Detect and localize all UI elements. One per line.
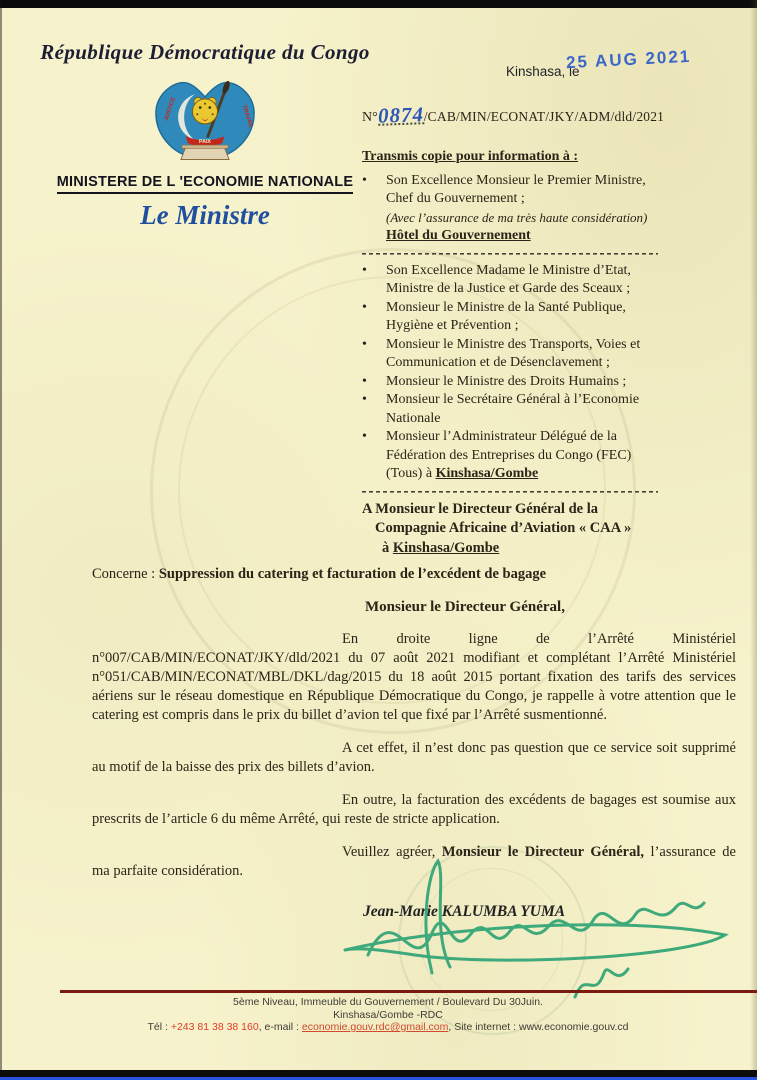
recipient-line: Monsieur l’Administrateur Délégué de la xyxy=(386,429,617,444)
body-paragraph-3: En outre, la facturation des excédents de bagages est soumise aux prescrits de l’article 6 du même Arrêté, qui reste de stricte application. xyxy=(92,792,736,827)
body-paragraph-1 xyxy=(92,630,736,725)
email-label: , e-mail : xyxy=(258,1021,302,1033)
addressee-line xyxy=(362,539,658,559)
recipient-line: Monsieur le Ministre des Transports, Voies et xyxy=(386,336,641,352)
bullet-icon: • xyxy=(362,429,367,444)
recipient-item xyxy=(362,428,658,447)
addressee-line: Compagnie Africaine d’Aviation « CAA » xyxy=(375,520,632,536)
decree-reference: n°051/CAB/MIN/ECONAT/MBL/DKL/dag/2015 xyxy=(92,669,382,685)
closing-title: Monsieur le Directeur Général, xyxy=(441,844,644,860)
recipient-item xyxy=(362,299,658,318)
site-value: www.economie.gouv.cd xyxy=(518,1021,629,1033)
scan-left-edge xyxy=(0,0,2,1080)
country-name: République Démocratique du Congo xyxy=(40,40,370,64)
recipient-note: (Avec l’assurance de ma très haute considération) xyxy=(386,209,648,225)
recipient-line: Fédération des Entreprises du Congo (FEC) xyxy=(386,447,632,463)
recipient-line: Nationale xyxy=(386,410,441,426)
recipient-line: Chef du Gouvernement ; xyxy=(386,191,525,206)
email-link: economie.gouv.rdc@gmail.com xyxy=(301,1021,449,1033)
reference-handwritten-number: 0874 xyxy=(377,102,425,128)
recipient-line: Son Excellence Monsieur le Premier Ministre, xyxy=(386,172,646,188)
recipient-item xyxy=(362,391,658,410)
recipient-line: Monsieur le Ministre de la Santé Publique, xyxy=(386,299,626,315)
dashed-separator xyxy=(362,252,658,255)
recipient-destination xyxy=(362,465,658,484)
motto-left: JUSTICE xyxy=(163,96,177,122)
recipient-line: Ministre de la Justice et Garde des Sceaux ; xyxy=(386,281,631,296)
bullet-icon: • xyxy=(362,299,367,315)
tel-label: Tél : xyxy=(147,1021,171,1033)
reference-number xyxy=(362,102,665,128)
transmission-heading: Transmis copie pour information à : xyxy=(362,149,579,164)
recipient-item xyxy=(362,172,658,191)
recipient-destination: Hôtel du Gouvernement xyxy=(386,228,531,243)
addressee-line: A Monsieur le Directeur Général de la xyxy=(362,500,598,517)
recipient-line: Monsieur le Ministre des Droits Humains ; xyxy=(386,373,627,389)
recipient-item xyxy=(362,262,658,281)
dateline-label: Kinshasa, le xyxy=(506,64,580,79)
body-text: En droite ligne de l’Arrêté Ministériel xyxy=(342,631,736,647)
drc-coat-of-arms-icon xyxy=(147,71,263,171)
motto-right: TRAVAIL xyxy=(240,104,254,130)
footer-contacts xyxy=(48,1021,728,1034)
transmission-block xyxy=(362,148,658,558)
bullet-icon: • xyxy=(362,373,367,389)
bullet-icon: • xyxy=(362,172,367,188)
recipient-line: Hygiène et Prévention ; xyxy=(386,318,519,333)
footer-rule xyxy=(60,990,757,993)
salutation: Monsieur le Directeur Général, xyxy=(365,599,565,615)
tel-value: +243 81 38 38 160 xyxy=(170,1021,259,1033)
subject-text: Suppression du catering et facturation de l’excédent de bagage xyxy=(158,566,547,582)
subject-line xyxy=(92,566,736,583)
recipient-dest-prefix: (Tous) à xyxy=(386,466,436,481)
letterhead xyxy=(38,40,372,231)
recipient-line: Son Excellence Madame le Ministre d’Etat, xyxy=(386,262,631,278)
motto-bottom: PAIX xyxy=(199,139,211,146)
reference-prefix: N° xyxy=(362,110,378,125)
reference-suffix: /CAB/MIN/ECONAT/JKY/ADM/dld/2021 xyxy=(423,109,665,124)
body-text: Veuillez agréer, xyxy=(342,844,442,860)
minister-title: Le Ministre xyxy=(140,200,270,230)
addressee-block xyxy=(362,500,658,559)
recipient-line: Communication et de Désenclavement ; xyxy=(386,355,610,370)
footer-address-line2: Kinshasa/Gombe -RDC xyxy=(333,1008,443,1021)
ministry-name: MINISTERE DE L 'ECONOMIE NATIONALE xyxy=(57,174,354,194)
decree-reference: n°007/CAB/MIN/ECONAT/JKY/dld/2021 xyxy=(92,650,341,666)
body-text: du 07 août 2021 modifiant et complétant l’Arrêté Ministériel xyxy=(340,650,736,666)
bullet-icon: • xyxy=(362,262,367,278)
body-paragraph-2: A cet effet, il n’est donc pas question que ce service soit supprimé au motif de la baisse des prix des billets d’avion. xyxy=(92,740,736,775)
date-stamp: 25 AUG 2021 xyxy=(565,46,692,73)
bullet-icon: • xyxy=(362,336,367,352)
signatory-name: Jean-Marie KALUMBA YUMA xyxy=(363,903,566,920)
addressee-city: Kinshasa/Gombe xyxy=(392,539,500,556)
dashed-separator xyxy=(362,490,658,493)
bullet-icon: • xyxy=(362,392,367,407)
recipient-dest-city: Kinshasa/Gombe xyxy=(435,466,539,481)
body-text: du 18 août 2015 portant fixation des tarifs des services aériens sur le réseau domestique en République Démocratique du Congo, je rappelle à votre attention que le catering est compris dans le prix du billet d’avion tel que fixé par l’Arrêté susmentionné. xyxy=(92,669,736,723)
addressee-city-prefix: à xyxy=(382,539,393,556)
footer-address-line1: 5ème Niveau, Immeuble du Gouvernement / Boulevard Du 30Juin. xyxy=(233,996,543,1008)
recipient-item xyxy=(362,336,658,355)
site-label: , Site internet : xyxy=(448,1021,519,1033)
footer xyxy=(48,996,728,1034)
scan-top-edge xyxy=(0,0,757,8)
scan-right-edge xyxy=(750,0,757,1080)
recipient-item xyxy=(362,373,658,392)
body-text: l’assurance de ma parfaite considération. xyxy=(92,844,736,879)
subject-label: Concerne : xyxy=(92,566,159,582)
recipient-line: Monsieur le Secrétaire Général à l’Economie xyxy=(386,392,640,407)
